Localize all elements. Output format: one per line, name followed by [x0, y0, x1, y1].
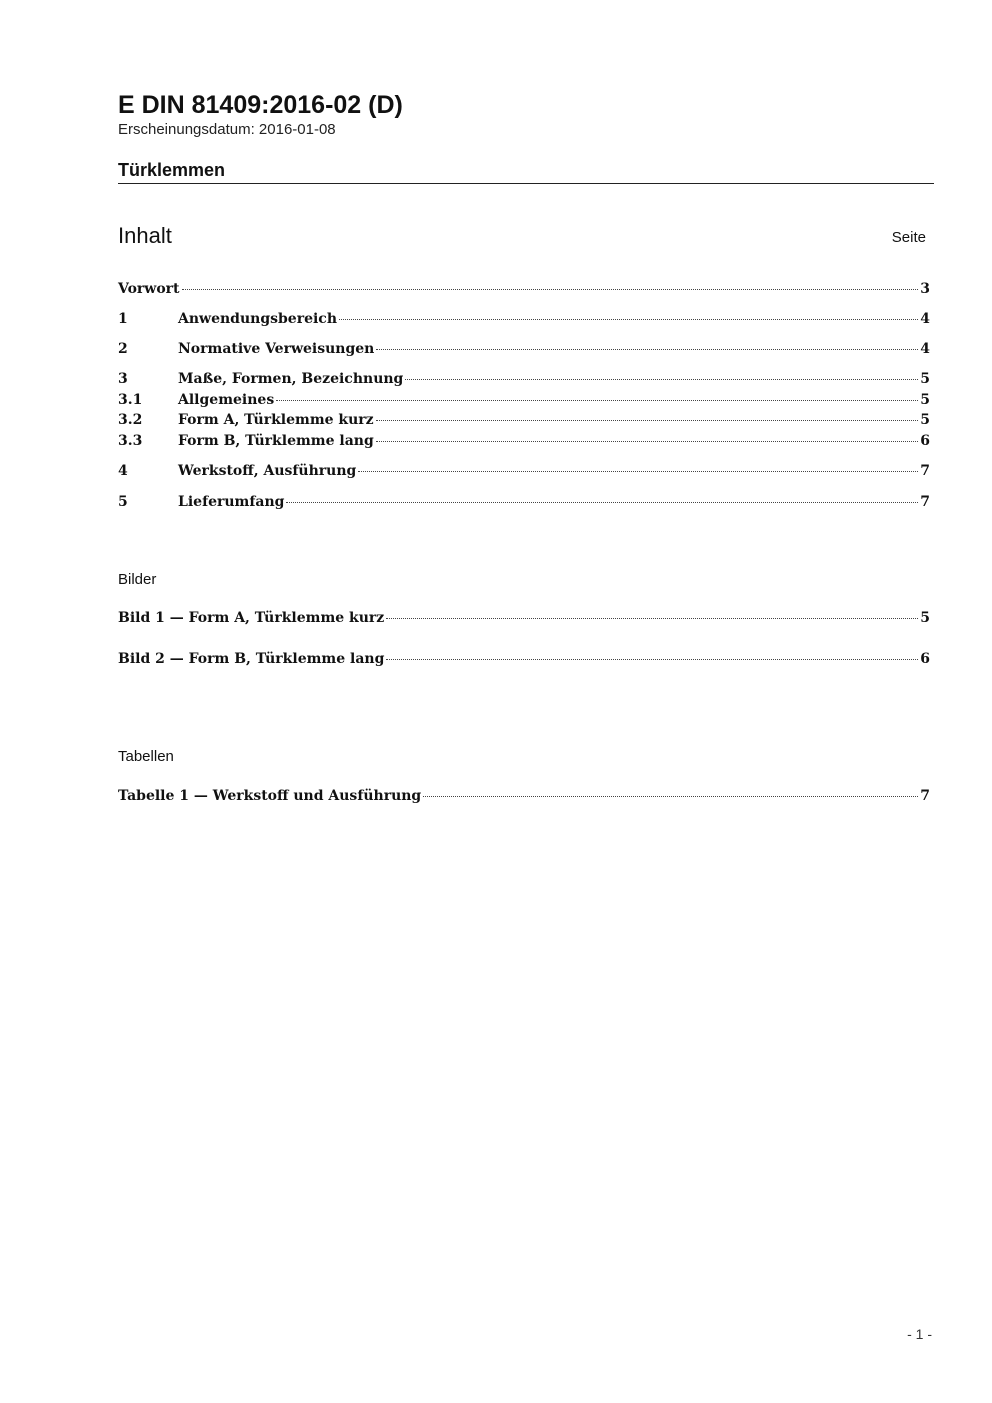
toc-entry-page: 4	[920, 311, 930, 327]
toc-leader-dots	[405, 379, 918, 380]
toc-entry-page: 6	[920, 433, 930, 449]
toc-entry-3-3[interactable]	[118, 432, 930, 451]
table-entry-1[interactable]	[118, 787, 930, 806]
document-title: E DIN 81409:2016-02 (D)	[118, 91, 403, 119]
toc-entry-text: Form A, Türklemme kurz	[178, 412, 374, 428]
figure-entry-text: Bild 2 — Form B, Türklemme lang	[118, 651, 385, 667]
toc-entry-page: 3	[920, 281, 930, 297]
toc-entry-text: Werkstoff, Ausführung	[178, 463, 357, 479]
toc-leader-dots	[358, 471, 918, 472]
toc-entry-number: 1	[118, 311, 128, 327]
figure-entry-text: Bild 1 — Form A, Türklemme kurz	[118, 610, 385, 626]
page-column-label: Seite	[891, 229, 926, 246]
table-entry-page: 7	[920, 788, 930, 804]
toc-entry-number: 5	[118, 494, 128, 510]
toc-entry-number: 4	[118, 463, 128, 479]
toc-entry-text: Normative Verweisungen	[178, 341, 375, 357]
toc-leader-dots	[423, 796, 918, 797]
toc-entry-page: 5	[920, 371, 930, 387]
toc-leader-dots	[276, 400, 918, 401]
table-entry-text: Tabelle 1 — Werkstoff und Ausführung	[118, 788, 422, 804]
toc-leader-dots	[376, 441, 919, 442]
toc-entry-text: Form B, Türklemme lang	[178, 433, 374, 449]
toc-entry-vorwort[interactable]	[118, 280, 930, 299]
toc-leader-dots	[286, 502, 918, 503]
figure-entry-page: 5	[920, 610, 930, 626]
toc-entry-page: 7	[920, 494, 930, 510]
toc-entry-3-2[interactable]	[118, 411, 930, 430]
toc-leader-dots	[376, 349, 918, 350]
toc-leader-dots	[182, 289, 919, 290]
toc-entry-page: 5	[920, 392, 930, 408]
toc-entry-text: Vorwort	[118, 281, 180, 297]
toc-entry-1[interactable]	[118, 310, 930, 329]
footer-page-number: - 1 -	[907, 1326, 932, 1342]
toc-leader-dots	[386, 659, 918, 660]
document-subject: Türklemmen	[118, 160, 226, 180]
toc-entry-text: Anwendungsbereich	[178, 311, 337, 327]
toc-entry-text: Allgemeines	[178, 392, 275, 408]
figure-entry-page: 6	[920, 651, 930, 667]
tables-section-label: Tabellen	[118, 748, 174, 765]
toc-entry-2[interactable]	[118, 340, 930, 359]
header-divider	[118, 183, 934, 184]
toc-entry-3[interactable]	[118, 370, 930, 389]
figures-section-label: Bilder	[118, 571, 157, 588]
toc-entry-text: Lieferumfang	[178, 494, 285, 510]
toc-leader-dots	[339, 319, 918, 320]
toc-entry-number: 3.1	[118, 392, 143, 408]
toc-entry-number: 3.2	[118, 412, 143, 428]
publication-date: Erscheinungsdatum: 2016-01-08	[118, 121, 336, 138]
toc-entry-5[interactable]	[118, 493, 930, 512]
toc-leader-dots	[386, 618, 918, 619]
toc-entry-page: 5	[920, 412, 930, 428]
toc-entry-page: 4	[920, 341, 930, 357]
toc-entry-number: 3	[118, 371, 128, 387]
toc-entry-3-1[interactable]	[118, 391, 930, 410]
toc-entry-text: Maße, Formen, Bezeichnung	[178, 371, 404, 387]
figure-entry-1[interactable]	[118, 609, 930, 628]
toc-leader-dots	[376, 420, 919, 421]
toc-entry-number: 2	[118, 341, 128, 357]
toc-heading: Inhalt	[118, 223, 172, 248]
toc-entry-4[interactable]	[118, 462, 930, 481]
toc-entry-number: 3.3	[118, 433, 143, 449]
toc-entry-page: 7	[920, 463, 930, 479]
figure-entry-2[interactable]	[118, 650, 930, 669]
